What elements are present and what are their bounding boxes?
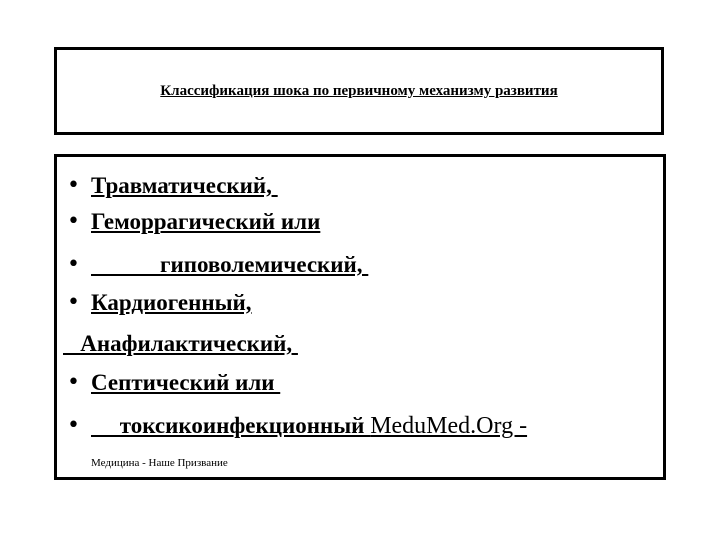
bullet-icon: • bbox=[67, 290, 80, 315]
list-item-text: Геморрагический или bbox=[91, 209, 321, 234]
bullet-icon: • bbox=[67, 173, 80, 198]
bullet-icon: • bbox=[67, 209, 80, 234]
bullet-icon: • bbox=[67, 413, 80, 438]
site-watermark: MeduMed.Org - bbox=[370, 413, 528, 439]
bullet-icon: • bbox=[67, 252, 80, 277]
list-item-text-main: токсикоинфекционный bbox=[91, 413, 371, 438]
list-item-text: гиповолемический, bbox=[91, 252, 369, 277]
list-item-text: Анафилактический, bbox=[63, 331, 298, 356]
list-item-text: Кардиогенный, bbox=[91, 290, 252, 315]
title-box bbox=[54, 47, 664, 135]
list-item-text bbox=[91, 409, 527, 443]
list-item-text: Септический или bbox=[91, 370, 281, 395]
content-box bbox=[54, 154, 666, 480]
slide-title: Классификация шока по первичному механизму развития bbox=[160, 82, 558, 99]
footer-caption: Медицина - Наше Призвание bbox=[91, 457, 228, 469]
bullet-icon: • bbox=[67, 370, 80, 395]
list-item-text: Травматический, bbox=[91, 173, 278, 198]
